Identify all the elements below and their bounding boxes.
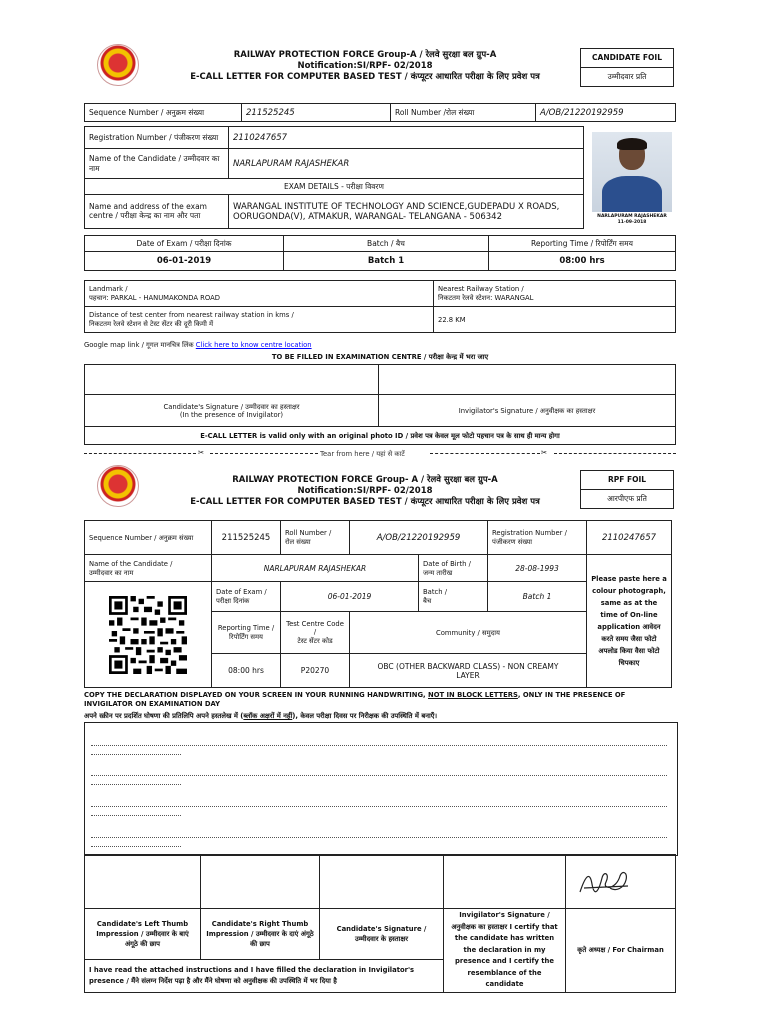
seq-label: Sequence Number / अनुक्रम संख्या xyxy=(85,104,242,122)
decl-en-underlined: NOT IN BLOCK LETTERS xyxy=(428,691,518,699)
candidate-foil-label: CANDIDATE FOIL xyxy=(592,53,662,62)
b-reporting-label-2: रिपोर्टिंग समय xyxy=(229,633,263,641)
rpf-foil-label-hi: आरपीएफ प्रति xyxy=(581,489,673,508)
b-batch-value: Batch 1 xyxy=(488,582,587,612)
rpf-foil-box xyxy=(580,470,674,509)
map-label: Google map link / गूगल मानचित्र लिंक xyxy=(84,341,194,349)
b-community-value-2: LAYER xyxy=(456,670,480,680)
right-thumb-label: Candidate's Right Thumb Impression / उम्मीदवार के दाएं अंगूठे की छाप xyxy=(201,909,320,960)
qr-code-cell xyxy=(85,582,212,688)
declaration-instruction xyxy=(84,691,674,709)
photo-caption-date: 11-09-2018 xyxy=(617,220,647,225)
reporting-value: 08:00 hrs xyxy=(489,252,676,271)
top-candidate-table xyxy=(84,126,584,229)
decl-hi-1: अपने स्क्रीन पर प्रदर्शित घोषणा की प्रतिलिपि अपने हस्तलेख में ( xyxy=(84,712,244,720)
candidate-signature-box[interactable] xyxy=(85,365,379,395)
bottom-header xyxy=(150,475,580,508)
b-batch-label-2: बैच xyxy=(423,597,432,605)
chairman-label: कृते अध्यक्ष / For Chairman xyxy=(566,909,676,993)
scissors-icon-right: ✂ xyxy=(541,448,548,457)
tear-line xyxy=(84,448,676,462)
left-thumb-label: Candidate's Left Thumb Impression / उम्मीदवार के बाएं अंगूठे की छाप xyxy=(85,909,201,960)
date-value: 06-01-2019 xyxy=(85,252,284,271)
b-tcc-label-1: Test Centre Code xyxy=(286,620,344,628)
reg-value: 2110247657 xyxy=(229,127,584,149)
b-dob-label-2: जन्म तारीख xyxy=(423,568,453,577)
invigilator-certification: Invigilator's Signature / अनुवीक्षक का हस्ताक्षर I certify that the candidate has written the declaration in my presence and I certify the resemblance of the candidate xyxy=(444,909,566,993)
station-label: Nearest Railway Station / xyxy=(438,285,524,293)
b-tcc-label-3: टेस्ट सेंटर कोड xyxy=(297,637,333,645)
b-community-label: Community / समुदाय xyxy=(350,612,587,654)
top-location-table xyxy=(84,280,676,333)
decl-hi-2: ), केवल परीक्षा दिवस पर निरीक्षक की उपस्थिति में बनाएँ। xyxy=(292,712,438,720)
centre-line2: OORUGONDA(V), ATMAKUR, WARANGAL- TELANGANA - 506342 xyxy=(233,211,502,222)
bottom-header-line2: Notification:SI/RPF- 02/2018 xyxy=(297,486,433,496)
bottom-signature-table xyxy=(84,854,676,993)
chairman-signature-box xyxy=(566,855,676,909)
b-reg-value: 2110247657 xyxy=(587,521,672,555)
b-name-value: NARLAPURAM RAJASHEKAR xyxy=(212,555,419,582)
b-batch-label-1: Batch / xyxy=(423,588,447,596)
final-declaration: I have read the attached instructions and I have filled the declaration in Invigilator's presence / मैंने संलग्न निर्देश पढ़ा है और मैंने घोषणा को अनुवीक्षक की उपस्थिति में भर दिया है xyxy=(85,960,444,992)
right-thumb-box[interactable] xyxy=(201,855,320,909)
batch-value: Batch 1 xyxy=(284,252,489,271)
cand-sig-presence: (In the presence of Invigilator) xyxy=(179,411,284,419)
fill-in-centre-note: TO BE FILLED IN EXAMINATION CENTRE / परीक्षा केन्द्र में भरा जाए xyxy=(271,353,489,361)
cand-sig-label: Candidate's Signature / उम्मीदवार का हस्ताक्षर xyxy=(163,403,300,411)
top-header xyxy=(150,50,580,83)
centre-label: Name and address of the exam centre / परीक्षा केन्द्र का नाम और पता xyxy=(85,195,229,229)
b-reporting-value: 08:00 hrs xyxy=(212,654,281,688)
invigilator-signature-box[interactable] xyxy=(379,365,676,395)
map-link-row xyxy=(84,340,668,349)
candidate-foil-box xyxy=(580,48,674,87)
declaration-handwriting-box[interactable] xyxy=(84,722,678,856)
invig-signature-box[interactable] xyxy=(444,855,566,909)
candidate-photo xyxy=(588,126,676,231)
top-signature-table xyxy=(84,364,676,445)
b-date-label-1: Date of Exam / xyxy=(216,588,267,596)
photo-paste-box: Please paste here a colour photograph, same as at the time of On-line application आवेदन करते समय जैसा फोटो अपलोड किया वैसा फोटो चिपकाए xyxy=(587,555,672,688)
distance-value: 22.8 KM xyxy=(434,307,676,333)
b-tcc-value: P20270 xyxy=(281,654,350,688)
qr-code xyxy=(109,595,187,675)
b-roll-label-1: Roll Number / xyxy=(285,529,332,537)
distance-label-1: Distance of test center from nearest railway station in kms / xyxy=(89,311,294,319)
b-dob-label-1: Date of Birth / xyxy=(423,559,471,568)
b-dob-value: 28-08-1993 xyxy=(488,555,587,582)
decl-en-2: , ONLY IN THE PRESENCE OF INVIGILATOR ON EXAMINATION DAY xyxy=(84,691,626,708)
top-sequence-row xyxy=(84,103,676,122)
b-community-value-1: OBC (OTHER BACKWARD CLASS) - NON CREAMY xyxy=(377,661,559,671)
b-roll-label-2: रोल संख्या xyxy=(285,538,311,546)
bottom-header-line3: E-CALL LETTER FOR COMPUTER BASED TEST / कंप्यूटर आधारित परीक्षा के लिए प्रवेश पत्र xyxy=(190,497,540,507)
roll-value: A/OB/21220192959 xyxy=(536,104,676,122)
reg-label: Registration Number / पंजीकरण संख्या xyxy=(85,127,229,149)
b-date-label-2: परीक्षा दिनांक xyxy=(216,597,250,605)
top-exam-schedule xyxy=(84,235,676,271)
centre-line1: WARANGAL INSTITUTE OF TECHNOLOGY AND SCIENCE,GUDEPADU X ROADS, xyxy=(233,201,560,212)
seq-value: 211525245 xyxy=(242,104,391,122)
rpf-logo-top xyxy=(97,44,139,86)
distance-label-2: निकटतम रेलवे स्टेशन से टेस्ट सेंटर की दूरी किमी में xyxy=(89,320,214,328)
centre-location-link[interactable]: Click here to know centre location xyxy=(195,341,312,349)
b-reporting-label-1: Reporting Time / xyxy=(217,624,275,632)
landmark-label: Landmark / xyxy=(89,285,128,293)
reporting-label: Reporting Time / रिपोर्टिंग समय xyxy=(489,236,676,252)
declaration-instruction-hi xyxy=(84,711,674,720)
valid-id-note: E-CALL LETTER is valid only with an original photo ID / प्रवेश पत्र केवल मूल फोटो पहचान पत्र के साथ ही मान्य होगा xyxy=(85,427,676,445)
roll-label: Roll Number /रोल संख्या xyxy=(391,104,536,122)
decl-en-1: COPY THE DECLARATION DISPLAYED ON YOUR SCREEN IN YOUR RUNNING HANDWRITING, xyxy=(84,691,426,699)
b-tcc-label-2: / xyxy=(313,628,317,636)
cand-signature-box[interactable] xyxy=(320,855,444,909)
b-reg-label-1: Registration Number / xyxy=(492,529,567,537)
name-label: Name of the Candidate / उम्मीदवार का नाम xyxy=(85,149,229,179)
b-seq-value: 211525245 xyxy=(212,521,281,555)
rpf-foil-label: RPF FOIL xyxy=(607,475,647,484)
bottom-header-line1: RAILWAY PROTECTION FORCE Group- A / रेलवे सुरक्षा बल ग्रुप-A xyxy=(232,475,498,485)
top-header-line1: RAILWAY PROTECTION FORCE Group-A / रेलवे सुरक्षा बल ग्रुप-A xyxy=(233,50,497,60)
left-thumb-box[interactable] xyxy=(85,855,201,909)
date-label: Date of Exam / परीक्षा दिनांक xyxy=(85,236,284,252)
scissors-icon-left: ✂ xyxy=(198,448,205,457)
top-header-line3: E-CALL LETTER FOR COMPUTER BASED TEST / कंप्यूटर आधारित परीक्षा के लिए प्रवेश पत्र xyxy=(190,72,540,82)
b-seq-label: Sequence Number / अनुक्रम संख्या xyxy=(85,521,212,555)
exam-details-heading: EXAM DETAILS - परीक्षा विवरण xyxy=(85,179,584,195)
decl-hi-underlined: ब्लॉक अक्षरों में नहीं xyxy=(243,712,293,720)
b-name-label-1: Name of the Candidate / xyxy=(89,559,173,568)
station-value: निकटतम रेलवे स्टेशन: WARANGAL xyxy=(438,294,534,302)
batch-label: Batch / बैच xyxy=(284,236,489,252)
cand-signature-label: Candidate's Signature / उम्मीदवार के हस्ताक्षर xyxy=(320,909,444,960)
candidate-foil-label-hi: उम्मीदवार प्रति xyxy=(581,67,673,86)
b-roll-value: A/OB/21220192959 xyxy=(350,521,488,555)
photo-caption-name: NARLAPURAM RAJASHEKAR xyxy=(597,214,667,219)
b-date-value: 06-01-2019 xyxy=(281,582,419,612)
top-header-line2: Notification:SI/RPF- 02/2018 xyxy=(297,61,433,71)
b-reg-label-2: पंजीकरण संख्या xyxy=(492,538,533,546)
rpf-logo-bottom xyxy=(97,465,139,507)
b-name-label-2: उम्मीदवार का नाम xyxy=(89,568,134,577)
tear-text: Tear from here / यहां से काटें xyxy=(320,450,405,458)
bottom-details-table xyxy=(84,520,672,688)
chairman-signature-icon xyxy=(576,864,636,900)
landmark-value: पहचान: PARKAL - HANUMAKONDA ROAD xyxy=(89,294,220,302)
name-value: NARLAPURAM RAJASHEKAR xyxy=(229,149,584,179)
invig-sig-label: Invigilator's Signature / अनुवीक्षक का हस्ताक्षर xyxy=(379,395,676,427)
